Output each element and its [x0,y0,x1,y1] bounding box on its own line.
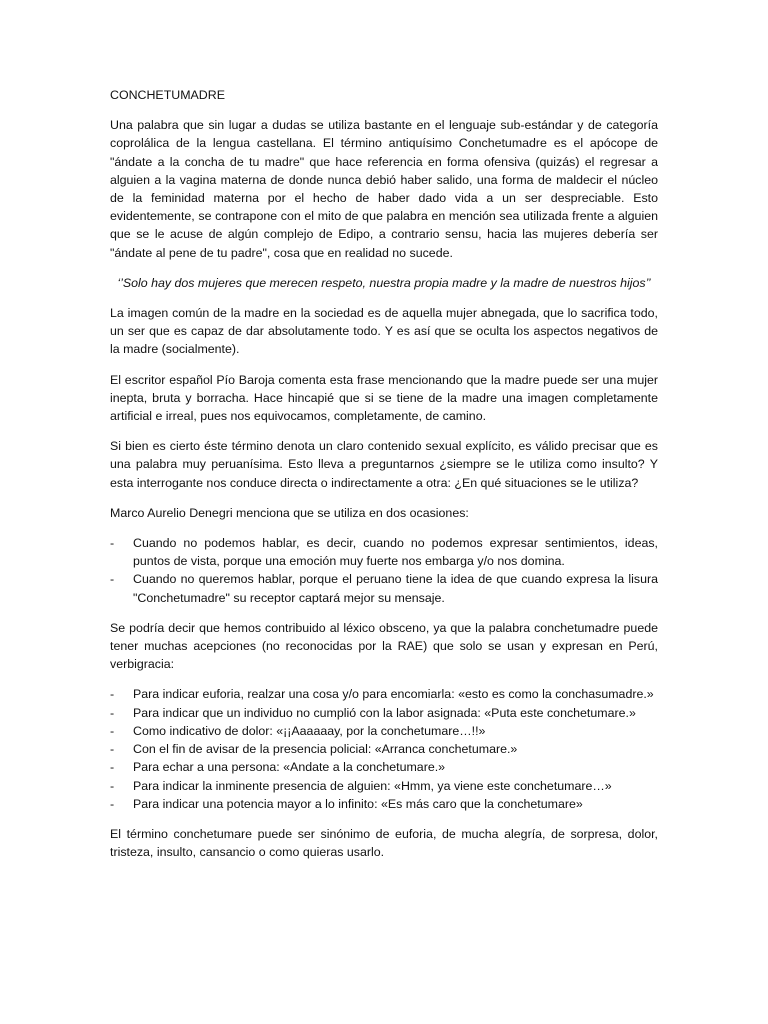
list-item [110,777,658,795]
list-bullet: - [110,572,115,587]
list-bullet: - [110,796,115,811]
list-item-text: Para echar a una persona: «Andate a la conchetumare.» [133,760,446,775]
uses-list [110,685,658,812]
list-bullet: - [110,687,115,702]
list-item-text: Para indicar euforia, realzar una cosa y/o para encomiarla: «esto es como la conchasumadre.» [133,687,654,702]
list-item [110,722,658,740]
list-item-text: Para indicar que un individuo no cumplió con la labor asignada: «Puta este conchetumare.» [133,705,636,720]
paragraph-lexicon: Se podría decir que hemos contribuido al léxico obsceno, ya que la palabra conchetumadre puede tener muchas acepciones (no reconocidas por la RAE) que solo se usan y expresan en Perú, verbigracia: [110,620,658,672]
document-page [110,86,658,873]
paragraph-sexual-content: Si bien es cierto éste término denota un claro contenido sexual explícito, es válido precisar que es una palabra muy peruanísima. Esto lleva a preguntarnos ¿siempre se le utiliza como insulto? Y esta interrogante nos conduce directa o indirectamente a otra: ¿En qué situaciones se le utiliza? [110,439,658,490]
list-item [110,740,658,758]
list-item-text: Con el fin de avisar de la presencia policial: «Arranca conchetumare.» [133,742,518,757]
list-item [110,704,658,722]
list-item-text: Cuando no queremos hablar, porque el peruano tiene la idea de que cuando expresa la lisura "Conchetumadre" su receptor captará mejor su mensaje. [133,572,658,605]
document-title: CONCHETUMADRE [110,88,225,102]
list-item [110,795,658,813]
list-bullet: - [110,778,115,793]
list-item-text: Para indicar una potencia mayor a lo infinito: «Es más caro que la conchetumare» [133,796,583,811]
list-bullet: - [110,742,115,757]
list-item [110,685,658,703]
list-item [110,534,658,570]
list-bullet: - [110,723,115,738]
list-item-text: Para indicar la inminente presencia de alguien: «Hmm, ya viene este conchetumare…» [133,778,612,793]
list-item-text: Cuando no podemos hablar, es decir, cuando no podemos expresar sentimientos, ideas, puntos de vista, porque una emoción muy fuerte nos embarga y/o nos domina. [133,536,658,569]
list-item [110,758,658,776]
paragraph-intro: Una palabra que sin lugar a dudas se utiliza bastante en el lenguaje sub-estándar y de categoría coprolálica de la lengua castellana. El término antiquísimo Conchetumadre es el apócope de "ándate a la concha de tu madre" que hace referencia en forma ofensiva (quizás) el regresar a alguien a la vagina materna de donde nunca debió haber salido, una forma de maldecir el núcleo de la feminidad materna por el hecho de haber dado vida a un ser despreciable. Esto evidentemente, se contrapone con el mito de que palabra en mención sea utilizada frente a alguien que se le acuse de algún complejo de Edipo, a contrario sensu, hacia las mujeres debería ser "ándate al pene de tu padre", cosa que en realidad no sucede. [110,118,658,260]
list-item-text: Como indicativo de dolor: «¡¡Aaaaaay, por la conchetumare…!!» [133,723,486,738]
list-bullet: - [110,760,115,775]
occasions-list [110,534,658,607]
paragraph-denegri: Marco Aurelio Denegri menciona que se utiliza en dos ocasiones: [110,505,469,520]
list-bullet: - [110,536,115,551]
paragraph-conclusion: El término conchetumare puede ser sinónimo de euforia, de mucha alegría, de sorpresa, dolor, tristeza, insulto, cansancio o como quieras usarlo. [110,826,658,860]
list-item [110,570,658,606]
quote: ‘’Solo hay dos mujeres que merecen respeto, nuestra propia madre y la madre de nuestros hijos’’ [117,275,651,290]
paragraph-mother-image: La imagen común de la madre en la sociedad es de aquella mujer abnegada, que lo sacrifica todo, un ser que es capaz de dar absolutamente todo. Y es así que se oculta los aspectos negativos de la madre (socialmente). [110,306,658,357]
paragraph-pio-baroja: El escritor español Pío Baroja comenta esta frase mencionando que la madre puede ser una mujer inepta, bruta y borracha. Hace hincapié que si se tiene de la madre una imagen completamente artificial e irreal, pues nos equivocamos, completamente, de camino. [110,372,658,424]
list-bullet: - [110,705,115,720]
